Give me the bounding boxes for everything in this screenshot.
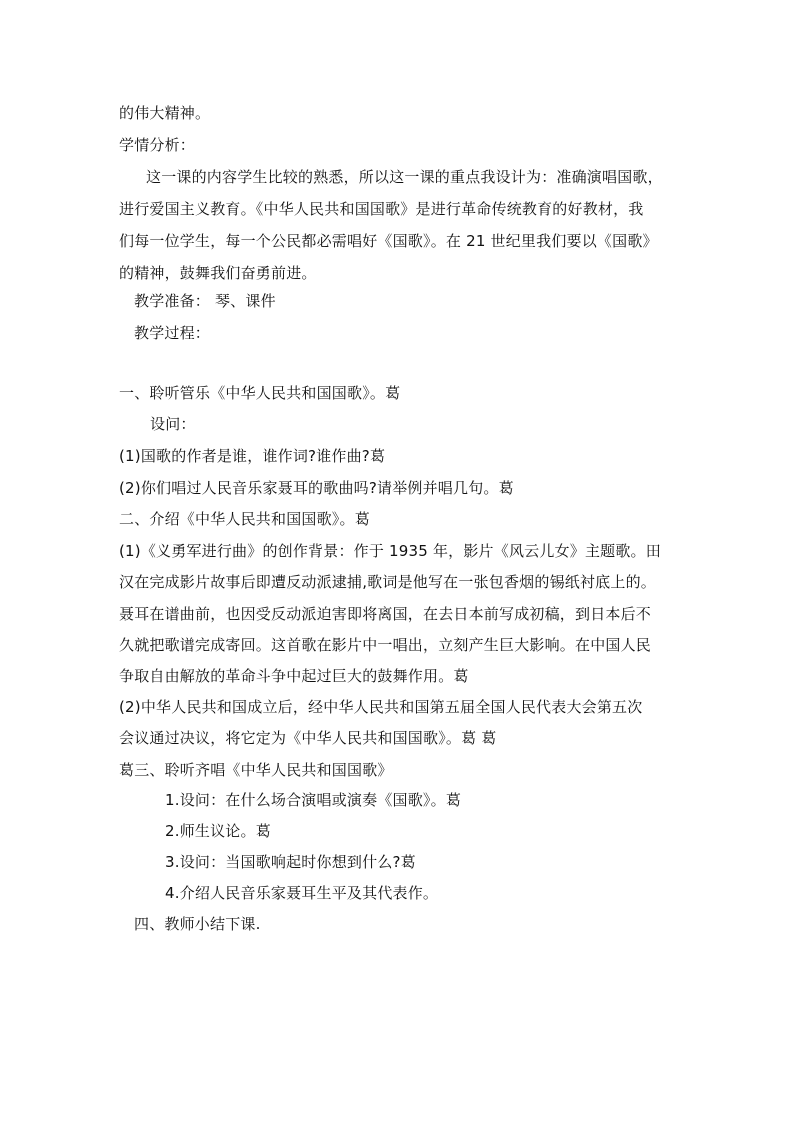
- list-item: 1.设问：在什么场合演唱或演奏《国歌》。葛: [165, 791, 462, 809]
- text-line: 这一课的内容学生比较的熟悉，所以这一课的重点我设计为：准确演唱国歌，: [146, 168, 663, 186]
- section-heading: 二、介绍《中华人民共和国国歌》。葛: [119, 510, 370, 528]
- section-heading: 教学准备： 琴、课件: [134, 292, 276, 310]
- text-line: 聂耳在谱曲前，也因受反动派迫害即将离国，在去日本前写成初稿，到日本后不: [119, 605, 652, 623]
- text-line: 进行爱国主义教育。《中华人民共和国国歌》是进行革命传统教育的好教材，我: [119, 200, 644, 218]
- text-line: 争取自由解放的革命斗争中起过巨大的鼓舞作用。葛: [119, 667, 469, 685]
- list-item: (1)国歌的作者是谁，谁作词?谁作曲?葛: [119, 447, 386, 465]
- section-heading: 学情分析：: [119, 136, 196, 154]
- list-item: (2)中华人民共和国成立后，经中华人民共和国第五届全国人民代表大会第五次: [119, 698, 643, 716]
- section-heading: 教学过程：: [134, 324, 211, 342]
- text-line: 的精神，鼓舞我们奋勇前进。: [119, 264, 317, 282]
- text-line: 们每一位学生，每一个公民都必需唱好《国歌》。在 21 世纪里我们要以《国歌》: [119, 232, 658, 250]
- list-item: (1)《义勇军进行曲》的创作背景：作于 1935 年，影片《风云儿女》主题歌。田: [119, 542, 661, 560]
- section-heading: 一、聆听管乐《中华人民共和国国歌》。葛: [119, 384, 401, 402]
- text-line: 设问：: [150, 415, 196, 433]
- section-heading: 葛三、聆听齐唱《中华人民共和国国歌》: [119, 761, 393, 779]
- list-item: (2)你们唱过人民音乐家聂耳的歌曲吗?请举例并唱几句。葛: [119, 479, 514, 497]
- text-line: 的伟大精神。: [119, 104, 211, 122]
- list-item: 2.师生议论。葛: [165, 822, 271, 840]
- section-heading: 四、教师小结下课.: [134, 915, 261, 933]
- list-item: 4.介绍人民音乐家聂耳生平及其代表作。: [165, 884, 439, 902]
- text-line: 汉在完成影片故事后即遭反动派逮捕,歌词是他写在一张包香烟的锡纸衬底上的。: [119, 573, 656, 591]
- text-line: 会议通过决议，将它定为《中华人民共和国国歌》。葛 葛: [119, 729, 497, 747]
- list-item: 3.设问：当国歌响起时你想到什么?葛: [165, 853, 416, 871]
- text-line: 久就把歌谱完成寄回。这首歌在影片中一唱出，立刻产生巨大影响。在中国人民: [119, 636, 652, 654]
